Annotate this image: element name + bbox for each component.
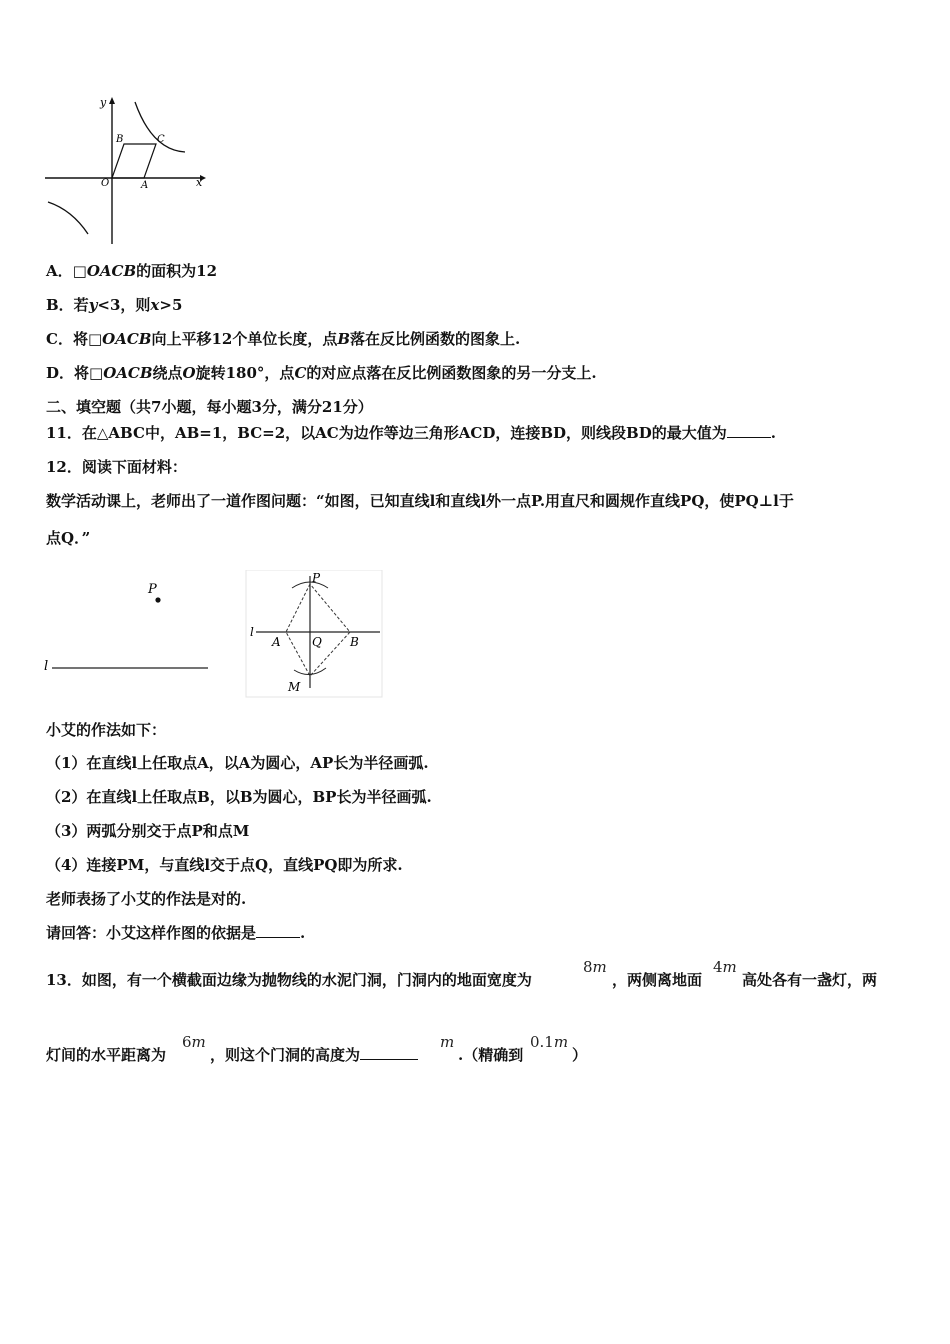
label-o: O: [101, 178, 110, 189]
label-q-right: Q: [312, 635, 322, 649]
q13-part1: 13．如图，有一个横截面边缘为抛物线的水泥门洞，门洞内的地面宽度为: [46, 971, 532, 989]
question-13-line2c: [458, 1045, 523, 1065]
answer-blank: [360, 1045, 418, 1060]
label-p-right: P: [312, 571, 321, 585]
parallelogram-oacb: [112, 144, 156, 178]
option-a-name: OACB: [86, 262, 137, 280]
option-b-var-x: x: [150, 296, 160, 314]
figure-point-and-line: [44, 570, 384, 698]
question-13-line1c: [742, 970, 877, 990]
answer-blank: [727, 423, 771, 438]
option-b: [46, 295, 182, 315]
q13-part4: 灯间的水平距离为: [46, 1046, 167, 1064]
q13-distance-value: 6m: [182, 1033, 206, 1051]
q12-ask-tail: .: [300, 924, 306, 942]
option-c-mid: 向上平移12个单位长度，点: [151, 330, 338, 348]
q13-width-value: 8m: [583, 958, 607, 976]
step-2: （2）在直线l上任取点B，以B为圆心，BP长为半径画弧.: [46, 788, 432, 806]
question-12-para2: 点Q．”: [46, 529, 91, 547]
q11-tail: .: [770, 424, 776, 442]
step-3: （3）两弧分别交于点P和点M: [46, 822, 250, 840]
right-figure-frame: [246, 570, 382, 697]
question-12-ask: [46, 923, 305, 943]
question-13-line2b: [210, 1045, 418, 1065]
option-a: [46, 261, 217, 281]
option-c-prefix: C．将: [46, 330, 88, 348]
q13-part5: ，则这个门洞的高度为: [210, 1046, 361, 1064]
q13-height-value: 4m: [713, 958, 737, 976]
step-1: （1）在直线l上任取点A，以A为圆心，AP长为半径画弧.: [46, 754, 429, 772]
label-x: x: [196, 176, 203, 189]
option-d-mid1: 绕点: [152, 364, 183, 382]
parallelogram-symbol: □: [89, 364, 104, 382]
question-13-line1: [46, 970, 532, 990]
teacher-praise: 老师表扬了小艾的作法是对的.: [46, 890, 247, 908]
point-p: [155, 597, 160, 602]
option-a-prefix: A．: [46, 262, 73, 280]
option-b-tail: >5: [159, 296, 183, 314]
label-a: A: [141, 180, 149, 191]
label-l-left: l: [44, 659, 49, 674]
label-c: C: [157, 134, 165, 145]
option-d-tail: 的对应点落在反比例函数图象的另一分支上.: [306, 364, 597, 382]
label-l-right: l: [250, 625, 254, 639]
label-y: y: [100, 96, 107, 109]
option-d-point-o: O: [182, 364, 196, 382]
label-a-right: A: [272, 635, 281, 649]
option-b-mid: <3，则: [97, 296, 151, 314]
option-c-tail: 落在反比例函数的图象上.: [350, 330, 521, 348]
parallelogram-symbol: □: [72, 262, 87, 280]
option-d-prefix: D．将: [46, 364, 90, 382]
question-13-line2: [46, 1045, 166, 1065]
section-heading: 二、填空题（共7小题，每小题3分，满分21分）: [46, 398, 373, 416]
question-13-line2d: [572, 1045, 587, 1065]
parallelogram-symbol: □: [87, 330, 103, 348]
method-title: 小艾的作法如下：: [46, 721, 167, 739]
q12-ask-text: 请回答：小艾这样作图的依据是: [46, 924, 257, 942]
q13-unit-after-blank: m: [440, 1033, 455, 1051]
option-c: [46, 329, 520, 349]
dashed-rhombus: [286, 584, 350, 676]
q13-part3: 高处各有一盏灯，两: [742, 971, 878, 989]
question-12-para1: 数学活动课上，老师出了一道作图问题：“如图，已知直线l和直线l外一点P.用直尺和圆规作直线PQ，使PQ⊥l于: [46, 492, 794, 510]
option-c-point: B: [337, 330, 351, 348]
hyperbola-branch-lower: [48, 202, 88, 234]
option-a-text: 的面积为12: [136, 262, 218, 280]
question-12-title: 12．阅读下面材料：: [46, 458, 187, 476]
question-11: [46, 423, 776, 443]
option-b-var-y: y: [88, 296, 98, 314]
label-p-left: P: [148, 582, 157, 597]
option-d-name: OACB: [103, 364, 153, 382]
option-d: [46, 363, 597, 383]
option-d-point-c: C: [294, 364, 307, 382]
q13-part2: ，两侧离地面: [612, 971, 703, 989]
q13-part7: ）: [572, 1046, 588, 1064]
step-4: （4）连接PM，与直线l交于点Q，直线PQ即为所求.: [46, 856, 403, 874]
question-13-line1b: [612, 970, 702, 990]
label-m-right: M: [288, 680, 301, 694]
q13-part6: .（精确到: [458, 1046, 524, 1064]
figure-hyperbola-parallelogram: [40, 92, 210, 252]
y-axis-arrow: [109, 97, 115, 104]
option-d-mid2: 旋转180°，点: [195, 364, 295, 382]
label-b-right: B: [350, 635, 359, 649]
q11-text: 11．在△ABC中，AB=1，BC=2，以AC为边作等边三角形ACD，连接BD，则线段BD的最大值为: [46, 424, 727, 442]
answer-blank: [256, 923, 300, 938]
label-b: B: [116, 134, 124, 145]
option-c-name: OACB: [102, 330, 152, 348]
option-b-prefix: B．若: [46, 296, 89, 314]
q13-precision-value: 0.1m: [530, 1033, 569, 1051]
